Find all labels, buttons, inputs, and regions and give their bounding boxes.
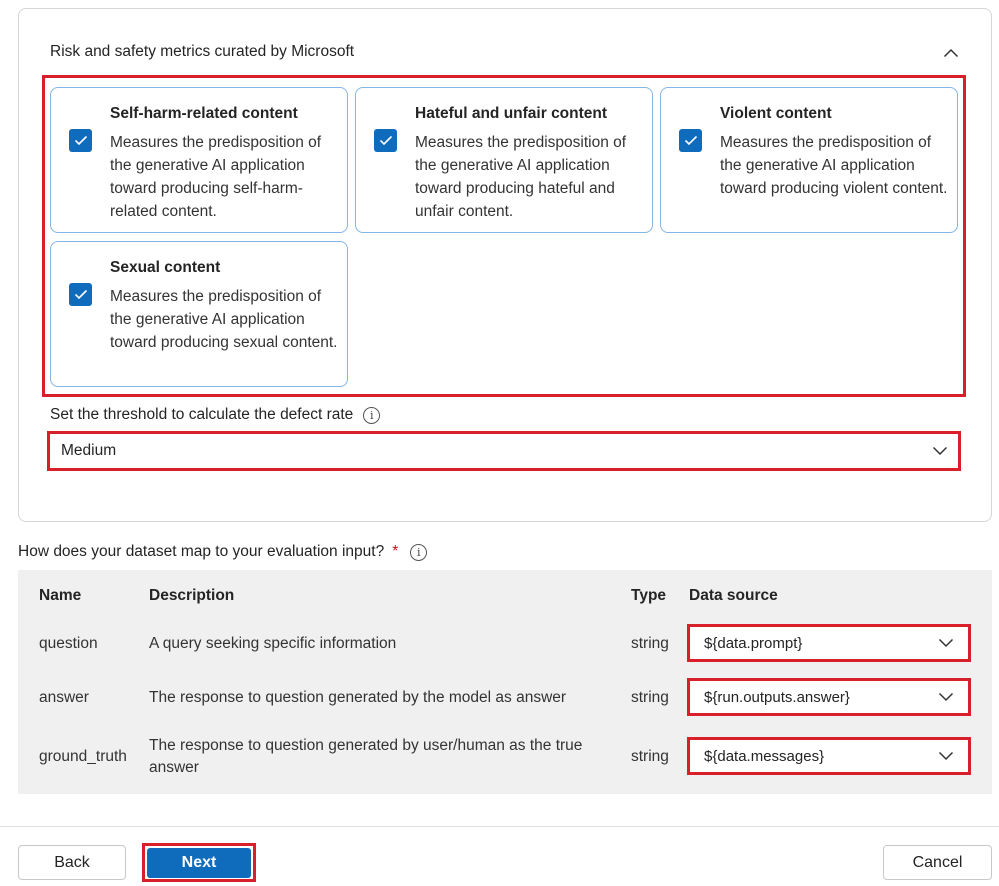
mapping-question-row	[18, 543, 427, 561]
column-header-data-source: Data source	[689, 587, 778, 604]
row-description: A query seeking specific information	[149, 635, 397, 652]
metric-card-description: Measures the predisposition of the generative AI application toward producing hateful and unfair content.	[415, 134, 627, 220]
metric-card-title: Self-harm-related content	[110, 105, 298, 122]
data-source-value: ${data.prompt}	[704, 634, 803, 652]
next-button[interactable]: Next	[147, 848, 251, 878]
chevron-down-icon	[938, 638, 954, 648]
metric-card-description: Measures the predisposition of the generative AI application toward producing violent content.	[720, 134, 948, 197]
threshold-dropdown-value: Medium	[61, 442, 117, 459]
mapping-question: How does your dataset map to your evaluation input?	[18, 543, 385, 560]
metric-checkbox-violent[interactable]	[679, 129, 702, 152]
metric-card-title: Violent content	[720, 105, 832, 122]
metric-checkbox-sexual[interactable]	[69, 283, 92, 306]
metric-card-violent[interactable]	[660, 87, 958, 233]
metric-card-sexual[interactable]	[50, 241, 348, 387]
column-header-description: Description	[149, 587, 235, 604]
column-header-name: Name	[39, 587, 82, 604]
chevron-up-icon	[943, 48, 959, 58]
metric-card-description: Measures the predisposition of the generative AI application toward producing self-harm-related content.	[110, 134, 322, 220]
metric-checkbox-self-harm[interactable]	[69, 129, 92, 152]
chevron-down-icon	[938, 692, 954, 702]
threshold-label: Set the threshold to calculate the defect rate	[50, 406, 354, 423]
chevron-down-icon	[932, 446, 948, 456]
data-source-highlight	[687, 737, 971, 775]
row-name: ground_truth	[39, 748, 127, 765]
row-name: answer	[39, 689, 89, 706]
footer-divider	[0, 826, 999, 827]
metric-card-self-harm[interactable]	[50, 87, 348, 233]
row-description: The response to question generated by user/human as the true answer	[149, 737, 583, 776]
row-type: string	[631, 748, 669, 765]
metric-card-description: Measures the predisposition of the generative AI application toward producing sexual content.	[110, 288, 338, 351]
threshold-label-row	[50, 406, 380, 424]
info-icon[interactable]: i	[363, 407, 380, 424]
metric-card-title: Hateful and unfair content	[415, 105, 608, 122]
data-source-dropdown[interactable]	[690, 681, 968, 713]
metrics-section-title: Risk and safety metrics curated by Microsoft	[50, 43, 355, 60]
row-type: string	[631, 689, 669, 706]
data-source-dropdown[interactable]	[690, 627, 968, 659]
row-type: string	[631, 635, 669, 652]
info-icon[interactable]: i	[410, 544, 427, 561]
checkmark-icon	[684, 135, 698, 146]
collapse-section-button[interactable]	[938, 40, 964, 66]
data-source-highlight	[687, 678, 971, 716]
data-source-highlight	[687, 624, 971, 662]
chevron-down-icon	[938, 751, 954, 761]
row-description: The response to question generated by the model as answer	[149, 689, 567, 706]
row-name: question	[39, 635, 98, 652]
metric-checkbox-hateful[interactable]	[374, 129, 397, 152]
data-source-dropdown[interactable]	[690, 740, 968, 772]
cancel-button[interactable]: Cancel	[883, 845, 992, 880]
checkmark-icon	[379, 135, 393, 146]
metric-card-hateful[interactable]	[355, 87, 653, 233]
data-source-value: ${run.outputs.answer}	[704, 688, 850, 706]
required-marker: *	[392, 543, 399, 560]
column-header-type: Type	[631, 587, 667, 604]
metric-card-title: Sexual content	[110, 259, 221, 276]
checkmark-icon	[74, 289, 88, 300]
checkmark-icon	[74, 135, 88, 146]
back-button[interactable]: Back	[18, 845, 126, 880]
threshold-dropdown[interactable]	[53, 436, 956, 466]
data-source-value: ${data.messages}	[704, 747, 825, 765]
